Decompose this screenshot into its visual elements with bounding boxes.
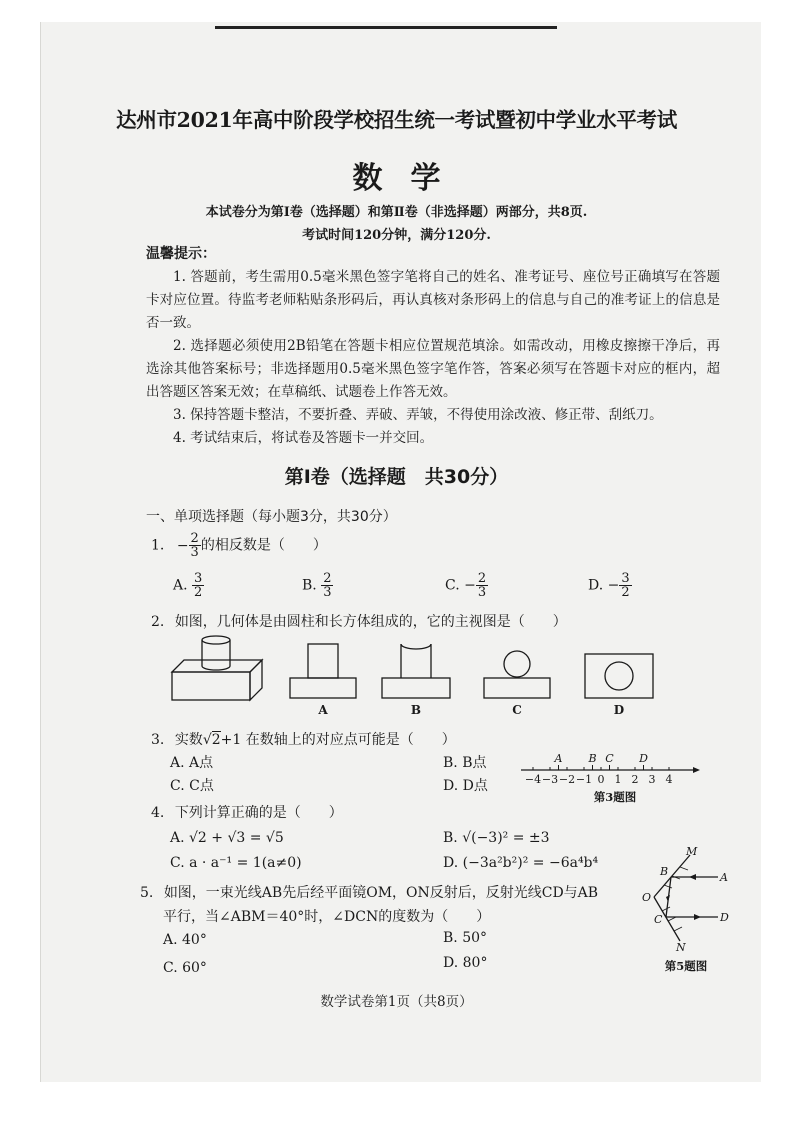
denominator: 3: [190, 545, 199, 560]
paper-note-line1: 本试卷分为第Ⅰ卷（选择题）和第Ⅱ卷（非选择题）两部分，共8页.: [205, 205, 588, 220]
number-line-figure: [515, 745, 700, 805]
paper-note-line2: 考试时间120分钟，满分120分.: [302, 228, 491, 243]
view-label-a: A: [318, 703, 328, 717]
q3-option-a: A. A点: [170, 755, 214, 771]
question-number: 1.: [151, 537, 165, 554]
denominator: 3: [323, 585, 332, 600]
question-3: [151, 729, 456, 749]
option-label: C.: [445, 577, 460, 594]
sqrt-symbol: √: [202, 732, 212, 748]
arrow-icon: [666, 895, 670, 902]
tip-item: 2. 选择题必须使用2B铅笔在答题卡相应位置规范填涂。如需改动，用橡皮擦擦干净后，再选涂其他答案标号；非选择题用0.5毫米黑色签字笔作答，答案必须写在答题卡对应的框内，超出答题区答案无效；在草稿纸、试题卷上作答无效。: [146, 338, 720, 400]
q1-option-b: [302, 572, 333, 599]
point-label-d: D: [720, 911, 729, 924]
question-number: 5.: [140, 885, 154, 901]
arrow-icon: [689, 874, 696, 880]
question-text: 的相反数是（ ）: [200, 537, 327, 554]
axis-arrow-icon: [693, 767, 700, 773]
point-label-c: C: [654, 913, 663, 926]
axis-point-label: D: [639, 752, 648, 765]
question-number: 3.: [151, 732, 165, 748]
point-label-m: M: [686, 845, 698, 858]
numerator: 3: [621, 571, 630, 586]
option-label: A.: [173, 577, 188, 594]
axis-point-label: A: [554, 752, 563, 765]
question-number: 2.: [151, 614, 165, 630]
part-heading: 一、单项选择题（每小题3分，共30分）: [146, 509, 397, 525]
point-label-b: B: [660, 865, 669, 878]
question-4: [151, 802, 343, 822]
question-number: 4.: [151, 805, 165, 821]
q4-option-c: C. a · a⁻¹ = 1(a≠0): [170, 855, 302, 871]
q1-option-d: [588, 572, 632, 599]
view-option-c: [484, 651, 550, 698]
top-edge-line: [215, 26, 557, 29]
question-text-post: +1 在数轴上的对应点可能是（ ）: [220, 732, 456, 748]
axis-tick-label: 0: [597, 773, 605, 786]
denominator: 2: [194, 585, 203, 600]
q1-option-a: [173, 572, 204, 599]
axis-tick-label: −4: [524, 773, 542, 786]
page-footer: 数学试卷第1页（共8页）: [320, 994, 473, 1010]
numerator: 3: [194, 571, 203, 586]
q5-option-d: D. 80°: [443, 955, 488, 971]
denominator: 3: [477, 585, 487, 600]
question-text-line1: 如图，一束光线AB先后经平面镜OM，ON反射后，反射光线CD与AB: [163, 885, 599, 901]
axis-tick-label: −1: [575, 773, 593, 786]
q2-figures: [150, 630, 680, 722]
axis-point-label: B: [588, 752, 597, 765]
question-1: [151, 532, 327, 559]
q4-option-a: A. √2 + √3 = √5: [170, 830, 284, 846]
figure-caption: 第5题图: [664, 959, 708, 973]
arrow-icon: [694, 914, 701, 920]
view-label-b: B: [410, 703, 422, 717]
question-2: [151, 611, 567, 631]
numerator: 2: [190, 531, 199, 546]
tip-item: 1. 答题前，考生需用0.5毫米黑色签字笔将自己的姓名、准考证号、座位号正确填写在答题卡对应位置。待监考老师粘贴条形码后，再认真核对条形码上的信息与自己的准考证上的信息是否一致。: [146, 269, 720, 331]
axis-tick-label: 2: [631, 773, 639, 786]
question-5-line2: 平行，当∠ABM＝40°时，∠DCN的度数为（ ）: [163, 909, 491, 925]
tips-heading: 温馨提示：: [146, 246, 216, 262]
tip-item: 3. 保持答题卡整洁，不要折叠、弄破、弄皱，不得使用涂改液、修正带、刮纸刀。: [173, 407, 663, 423]
q4-option-b: B. √(−3)² = ±3: [443, 830, 550, 846]
q5-option-a: A. 40°: [163, 932, 207, 948]
q3-option-d: D. D点: [443, 778, 488, 794]
question-text-pre: 实数: [174, 732, 203, 748]
axis-tick-label: −3: [541, 773, 559, 786]
denominator: 2: [621, 585, 630, 600]
axis-tick-label: 4: [665, 773, 673, 786]
section-title: 第Ⅰ卷（选择题 共30分）: [284, 466, 509, 488]
fraction: [619, 572, 631, 599]
axis-tick-label: 1: [614, 773, 622, 786]
figure-caption: 第3题图: [593, 790, 637, 804]
view-label-c: C: [512, 703, 522, 717]
axis-tick-label: −2: [558, 773, 576, 786]
q5-option-c: C. 60°: [163, 960, 207, 976]
numerator: 2: [477, 571, 487, 586]
axis-point-label: C: [605, 752, 614, 765]
q5-option-b: B. 50°: [443, 930, 488, 946]
question-text: 下列计算正确的是（ ）: [174, 805, 343, 821]
view-option-d: [585, 654, 653, 698]
point-label-o: O: [642, 891, 652, 904]
point-label-a: A: [720, 871, 728, 884]
numerator: 2: [323, 571, 332, 586]
fraction: [192, 572, 204, 599]
q3-option-c: C. C点: [170, 778, 214, 794]
axis-tick-label: 3: [648, 773, 656, 786]
mirror-figure: [628, 845, 740, 975]
fraction: [189, 532, 201, 559]
q3-option-b: B. B点: [443, 755, 487, 771]
fraction: [476, 572, 488, 599]
view-option-a: [290, 644, 356, 698]
radicand: 2: [211, 732, 221, 748]
question-5: [140, 882, 640, 902]
q4-option-d: D. (−3a²b²)² = −6a⁴b⁴: [443, 855, 599, 871]
option-sign: −: [464, 577, 476, 594]
point-label-n: N: [676, 941, 686, 954]
minus-sign: −: [176, 537, 189, 554]
tips-list: [146, 266, 720, 450]
fraction: [321, 572, 333, 599]
question-text: 如图，几何体是由圆柱和长方体组成的，它的主视图是（ ）: [174, 614, 567, 630]
option-label: D.: [588, 577, 604, 594]
tip-item: 4. 考试结束后，将试卷及答题卡一并交回。: [173, 430, 434, 446]
view-label-d: D: [613, 703, 625, 717]
option-label: B.: [302, 577, 317, 594]
solid-figure: [172, 636, 262, 700]
exam-title: 达州市2021年高中阶段学校招生统一考试暨初中学业水平考试: [116, 108, 677, 132]
view-option-b: [382, 644, 450, 698]
option-sign: −: [607, 577, 620, 594]
subject-title: 数学: [352, 161, 469, 196]
q1-option-c: [445, 572, 488, 599]
